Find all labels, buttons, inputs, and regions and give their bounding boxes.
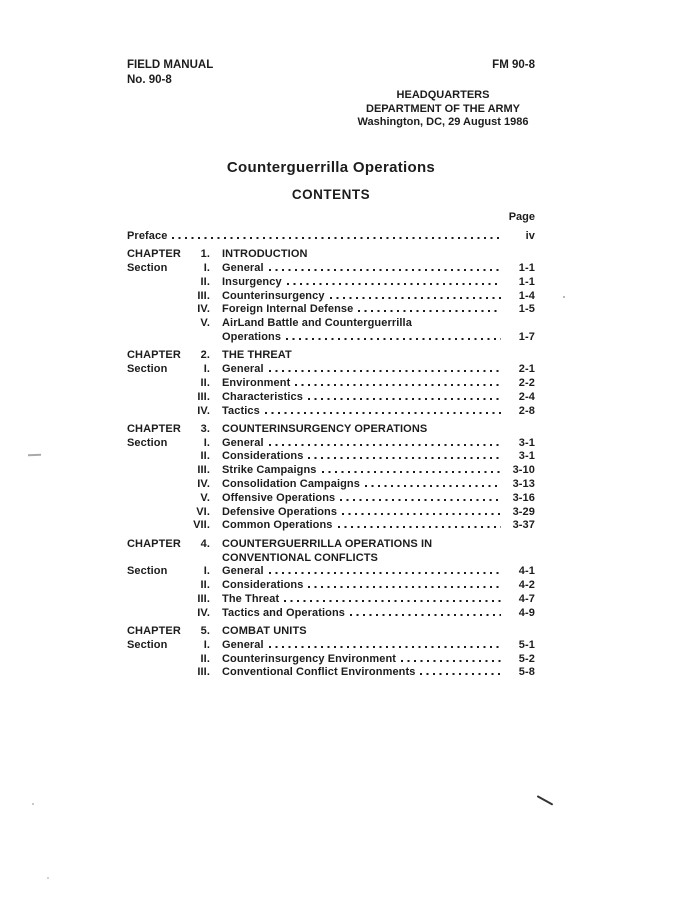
section-title: Insurgency <box>222 275 282 288</box>
chapter-number: 3. <box>200 422 210 435</box>
page-number: 1-1 <box>518 275 535 288</box>
chapter-heading-continuation <box>127 552 535 566</box>
toc-entry <box>127 607 535 621</box>
section-title: AirLand Battle and Counterguerrilla <box>222 317 412 330</box>
toc-entry <box>127 593 535 607</box>
scan-artifact-speck <box>563 296 565 298</box>
chapter-label: CHAPTER <box>127 625 181 638</box>
section-title: Consolidation Campaigns <box>222 478 360 491</box>
section-numeral: V. <box>200 317 210 330</box>
fm-code: FM 90-8 <box>492 59 535 71</box>
dot-leader <box>350 614 501 616</box>
headquarters-block <box>350 89 536 130</box>
section-numeral: I. <box>203 436 210 449</box>
page-number: 3-37 <box>512 519 535 532</box>
toc-entry <box>127 377 535 391</box>
page-number: 3-1 <box>518 436 535 449</box>
chapter-title: INTRODUCTION <box>222 248 308 261</box>
page-number: 1-4 <box>518 289 535 302</box>
dot-leader <box>295 384 501 386</box>
dot-leader <box>358 310 501 312</box>
page-number: 2-8 <box>518 404 535 417</box>
toc-entry-continuation <box>127 331 535 345</box>
page-number: 1-1 <box>518 262 535 275</box>
toc-entry <box>127 276 535 290</box>
section-numeral: V. <box>200 491 210 504</box>
toc-chapter-1 <box>127 248 535 345</box>
hq-line: Washington, DC, 29 August 1986 <box>357 116 529 129</box>
toc-entry <box>127 492 535 506</box>
chapter-label: CHAPTER <box>127 422 181 435</box>
toc-entry-preface <box>127 230 535 244</box>
dot-leader <box>338 526 502 528</box>
chapter-label: CHAPTER <box>127 349 181 362</box>
section-title: Tactics <box>222 404 260 417</box>
page-number: 4-2 <box>518 579 535 592</box>
section-label: Section <box>127 262 168 275</box>
chapter-title: COMBAT UNITS <box>222 625 307 638</box>
chapter-heading-row <box>127 423 535 437</box>
scan-artifact-pen-mark <box>536 795 553 806</box>
chapter-title: COUNTERGUERRILLA OPERATIONS IN <box>222 537 433 550</box>
section-numeral: III. <box>197 666 210 679</box>
contents-heading: CONTENTS <box>291 187 371 202</box>
toc-entry <box>127 405 535 419</box>
toc-entry <box>127 262 535 276</box>
manual-number: No. 90-8 <box>127 74 172 86</box>
toc-chapter-5 <box>127 625 535 680</box>
toc-entry <box>127 437 535 451</box>
section-numeral: III. <box>197 592 210 605</box>
field-manual-label: FIELD MANUAL <box>127 59 214 71</box>
section-label: Section <box>127 436 168 449</box>
page-number: 1-7 <box>518 331 535 344</box>
dot-leader <box>269 444 501 446</box>
scan-artifact-dash <box>28 454 41 456</box>
chapter-heading-row <box>127 625 535 639</box>
chapter-number: 5. <box>200 625 210 638</box>
toc-entry <box>127 579 535 593</box>
dot-leader <box>172 237 501 239</box>
section-title: Common Operations <box>222 519 333 532</box>
section-title: Defensive Operations <box>222 505 338 518</box>
section-numeral: VII. <box>193 519 210 532</box>
section-numeral: II. <box>200 579 210 592</box>
page-number: 3-29 <box>512 505 535 518</box>
toc-chapter-3 <box>127 423 535 533</box>
toc-entry <box>127 363 535 377</box>
section-title: General <box>222 565 264 578</box>
toc-entry <box>127 464 535 478</box>
scan-artifact-speck <box>47 877 49 879</box>
scan-artifact-speck <box>32 803 34 805</box>
section-title-line2: Operations <box>222 331 282 344</box>
toc-entry <box>127 565 535 579</box>
chapter-heading-row <box>127 538 535 552</box>
section-numeral: II. <box>200 275 210 288</box>
dot-leader <box>287 283 501 285</box>
dot-leader <box>284 600 501 602</box>
toc-entry <box>127 666 535 680</box>
page-number: 2-4 <box>518 390 535 403</box>
page-number: 3-1 <box>518 450 535 463</box>
chapter-number: 1. <box>200 248 210 261</box>
toc-entry <box>127 450 535 464</box>
section-numeral: VI. <box>196 505 210 518</box>
dot-leader <box>330 297 501 299</box>
section-title: Strike Campaigns <box>222 464 317 477</box>
toc-chapter-4 <box>127 538 535 621</box>
chapter-title: THE THREAT <box>222 349 292 362</box>
section-numeral: III. <box>197 289 210 302</box>
toc-entry <box>127 478 535 492</box>
dot-leader <box>401 660 501 662</box>
section-numeral: I. <box>203 565 210 578</box>
section-numeral: I. <box>203 262 210 275</box>
toc-entry <box>127 639 535 653</box>
section-label: Section <box>127 638 168 651</box>
hq-line: HEADQUARTERS <box>396 89 490 101</box>
section-numeral: III. <box>197 390 210 403</box>
dot-leader <box>308 586 501 588</box>
dot-leader <box>420 673 501 675</box>
dot-leader <box>269 572 501 574</box>
section-title: Counterinsurgency <box>222 289 325 302</box>
section-numeral: II. <box>200 376 210 389</box>
page-number: 2-1 <box>518 363 535 376</box>
page-number: 3-10 <box>512 464 535 477</box>
section-title: Foreign Internal Defense <box>222 303 354 316</box>
section-title: General <box>222 363 264 376</box>
section-title: Counterinsurgency Environment <box>222 652 397 665</box>
chapter-heading-row <box>127 349 535 363</box>
toc-entry <box>127 506 535 520</box>
section-title: Environment <box>222 376 291 389</box>
toc-entry <box>127 653 535 667</box>
page-number: 2-2 <box>518 376 535 389</box>
chapter-number: 2. <box>200 349 210 362</box>
section-title: Characteristics <box>222 390 303 403</box>
dot-leader <box>342 513 501 515</box>
section-numeral: IV. <box>197 404 210 417</box>
page-number: 4-1 <box>518 565 535 578</box>
section-label: Section <box>127 565 168 578</box>
toc-chapter-2 <box>127 349 535 418</box>
section-numeral: IV. <box>197 478 210 491</box>
dot-leader <box>308 398 501 400</box>
dot-leader <box>265 412 501 414</box>
page-number: 5-1 <box>518 638 535 651</box>
dot-leader <box>365 485 501 487</box>
section-numeral: I. <box>203 363 210 376</box>
dot-leader <box>322 471 501 473</box>
page-number: 4-9 <box>518 606 535 619</box>
section-title: Conventional Conflict Environments <box>222 666 416 679</box>
hq-line: DEPARTMENT OF THE ARMY <box>366 102 520 115</box>
toc-entry <box>127 519 535 533</box>
toc-entry <box>127 391 535 405</box>
preface-label: Preface <box>127 230 168 242</box>
section-title: Offensive Operations <box>222 491 336 504</box>
section-title: Tactics and Operations <box>222 606 346 619</box>
section-numeral: IV. <box>197 606 210 619</box>
section-title: General <box>222 638 264 651</box>
section-title: The Threat <box>222 592 280 605</box>
chapter-number: 4. <box>200 537 210 550</box>
section-numeral: III. <box>197 464 210 477</box>
section-numeral: II. <box>200 450 210 463</box>
section-numeral: I. <box>203 638 210 651</box>
section-title: Considerations <box>222 579 304 592</box>
toc-entry <box>127 303 535 317</box>
table-of-contents <box>127 230 535 680</box>
toc-entry <box>127 317 535 331</box>
section-numeral: II. <box>200 652 210 665</box>
chapter-heading-row <box>127 248 535 262</box>
toc-entry <box>127 290 535 304</box>
page-number: 5-2 <box>518 652 535 665</box>
chapter-label: CHAPTER <box>127 537 181 550</box>
page-number: iv <box>525 230 535 242</box>
page-number: 4-7 <box>518 592 535 605</box>
page-title: Counterguerrilla Operations <box>226 159 436 176</box>
page-number: 3-16 <box>512 491 535 504</box>
page-column-label: Page <box>508 211 535 223</box>
section-title: General <box>222 262 264 275</box>
chapter-label: CHAPTER <box>127 248 181 261</box>
section-numeral: IV. <box>197 303 210 316</box>
dot-leader <box>340 499 501 501</box>
chapter-title: COUNTERINSURGENCY OPERATIONS <box>222 422 428 435</box>
dot-leader <box>269 269 501 271</box>
dot-leader <box>269 370 501 372</box>
section-title: Considerations <box>222 450 304 463</box>
page-number: 3-13 <box>512 478 535 491</box>
dot-leader <box>269 646 501 648</box>
page-number: 5-8 <box>518 666 535 679</box>
dot-leader <box>308 457 501 459</box>
section-title: General <box>222 436 264 449</box>
page-number: 1-5 <box>518 303 535 316</box>
chapter-title-line2: CONVENTIONAL CONFLICTS <box>222 551 378 564</box>
section-label: Section <box>127 363 168 376</box>
dot-leader <box>286 338 501 340</box>
